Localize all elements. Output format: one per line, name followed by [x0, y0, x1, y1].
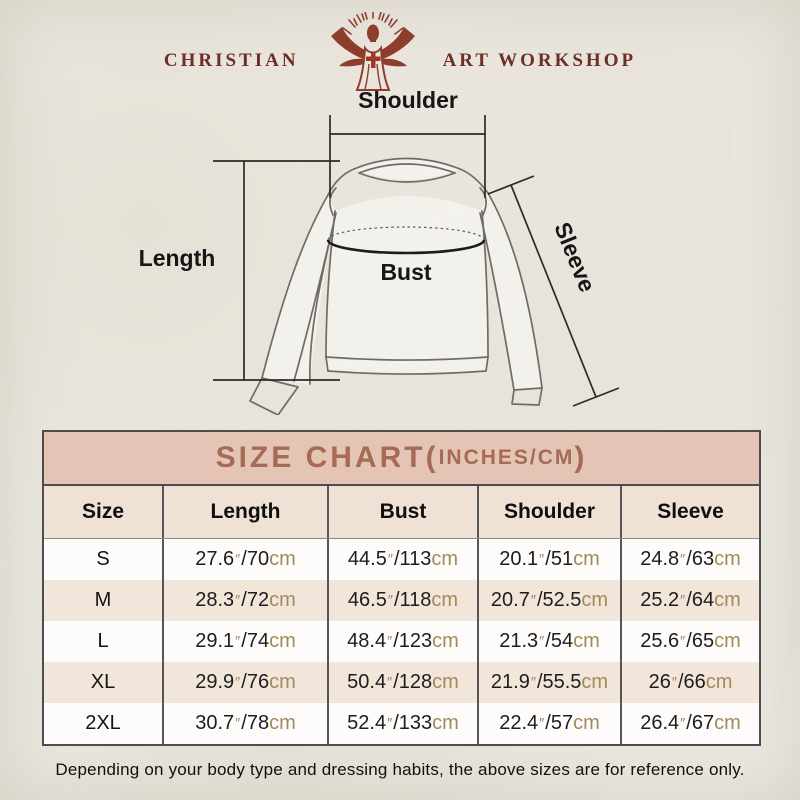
title-close: )	[574, 441, 588, 474]
measurement-cell: 30.7 ″ /78 cm	[162, 703, 327, 744]
table-row-s	[44, 539, 759, 580]
size-chart-table	[42, 430, 761, 746]
table-row-l	[44, 621, 759, 662]
column-header-size: Size	[81, 500, 125, 523]
measurement-cell: 27.6 ″ /70 cm	[162, 539, 327, 580]
measurement-cell: 50.4 ″ /128 cm	[327, 662, 477, 703]
measurement-cell: 48.4 ″ /123 cm	[327, 621, 477, 662]
size-table-body	[44, 539, 759, 744]
column-header-sleeve: Sleeve	[620, 486, 759, 538]
title-units: INCHES/CM	[438, 446, 575, 469]
brand-name-right: ART WORKSHOP	[442, 50, 637, 71]
bust-label: Bust	[380, 259, 432, 285]
measurement-cell: 44.5 ″ /113 cm	[327, 539, 477, 580]
measurement-cell: 28.3 ″ /72 cm	[162, 580, 327, 621]
measurement-cell: 25.6 ″ /65 cm	[620, 621, 759, 662]
shoulder-label: Shoulder	[358, 87, 458, 113]
measurement-cell: 26.4 ″ /67 cm	[620, 703, 759, 744]
brand-logo	[0, 12, 800, 94]
size-label: XL	[90, 671, 116, 693]
size-chart-title	[44, 432, 759, 486]
size-label: S	[96, 548, 110, 570]
brand-name-left: CHRISTIAN	[163, 50, 299, 71]
jesus-rays-figure-icon	[313, 12, 429, 94]
length-label: Length	[138, 245, 216, 271]
measurement-cell: 46.5 ″ /118 cm	[327, 580, 477, 621]
table-row-m	[44, 580, 759, 621]
sweater-measurement-diagram	[130, 85, 670, 415]
measurement-cell: 26 ″ /66 cm	[620, 662, 759, 703]
column-header-shoulder: Shoulder	[477, 486, 620, 538]
size-label: 2XL	[85, 712, 121, 734]
measurement-cell: 22.4 ″ /57 cm	[477, 703, 620, 744]
table-row-xl	[44, 662, 759, 703]
measurement-cell: 21.9 ″ /55.5 cm	[477, 662, 620, 703]
measurement-cell: 21.3 ″ /54 cm	[477, 621, 620, 662]
size-label: M	[94, 589, 112, 611]
measurement-cell: 24.8 ″ /63 cm	[620, 539, 759, 580]
table-header-row	[44, 486, 759, 539]
size-label: L	[97, 630, 109, 652]
measurement-cell: 20.7 ″ /52.5 cm	[477, 580, 620, 621]
measurement-cell: 20.1 ″ /51 cm	[477, 539, 620, 580]
column-header-bust: Bust	[327, 486, 477, 538]
title-main: SIZE CHART(	[215, 441, 439, 474]
sleeve-label: Sleeve	[549, 218, 601, 296]
measurement-cell: 29.9 ″ /76 cm	[162, 662, 327, 703]
table-row-2xl	[44, 703, 759, 744]
measurement-cell: 52.4 ″ /133 cm	[327, 703, 477, 744]
column-header-length: Length	[162, 486, 327, 538]
measurement-cell: 25.2 ″ /64 cm	[620, 580, 759, 621]
footer-note: Depending on your body type and dressing habits, the above sizes are for reference only.	[55, 760, 745, 779]
measurement-cell: 29.1 ″ /74 cm	[162, 621, 327, 662]
